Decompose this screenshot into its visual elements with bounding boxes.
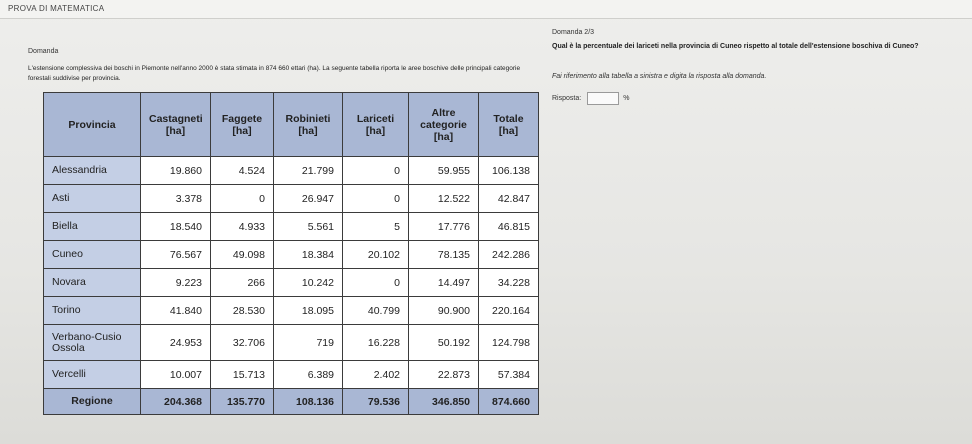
table-header-row	[44, 93, 539, 157]
table-cell: 106.138	[479, 157, 539, 185]
table-cell: 20.102	[343, 241, 409, 269]
province-cell: Novara	[44, 269, 141, 297]
table-cell: 42.847	[479, 185, 539, 213]
table-cell: 204.368	[141, 389, 211, 415]
question-text: Qual è la percentuale dei lariceti nella provincia di Cuneo rispetto al totale dell'estensione boschiva di Cuneo?	[552, 43, 919, 50]
intro-text: L'estensione complessiva dei boschi in Piemonte nell'anno 2000 è stata stimata in 874 660 ettari (ha). La seguente tabella riporta le aree boschive delle principali categorie forestali suddivise per provincia.	[28, 65, 521, 82]
table-cell: 4.933	[211, 213, 274, 241]
header-provincia: Provincia	[44, 93, 141, 157]
table-cell: 90.900	[409, 297, 479, 325]
table-cell: 135.770	[211, 389, 274, 415]
province-cell: Alessandria	[44, 157, 141, 185]
header-robinieti: Robinieti [ha]	[274, 93, 343, 157]
table-cell: 50.192	[409, 325, 479, 361]
table-cell: 346.850	[409, 389, 479, 415]
table-cell: 21.799	[274, 157, 343, 185]
header-lariceti: Lariceti [ha]	[343, 93, 409, 157]
table-cell: 0	[211, 185, 274, 213]
table-cell: 124.798	[479, 325, 539, 361]
table-cell: 28.530	[211, 297, 274, 325]
table-total-row	[44, 389, 539, 415]
table-cell: 49.098	[211, 241, 274, 269]
table-cell: 41.840	[141, 297, 211, 325]
table-cell: 34.228	[479, 269, 539, 297]
province-cell: Asti	[44, 185, 141, 213]
table-cell: 5.561	[274, 213, 343, 241]
percent-unit: %	[623, 95, 630, 102]
table-cell: 6.389	[274, 361, 343, 389]
table-cell: 18.540	[141, 213, 211, 241]
table-row	[44, 269, 539, 297]
table-cell: 0	[343, 185, 409, 213]
table-cell: 3.378	[141, 185, 211, 213]
table-row	[44, 297, 539, 325]
table-cell: 9.223	[141, 269, 211, 297]
table-cell: 4.524	[211, 157, 274, 185]
header-totale: Totale [ha]	[479, 93, 539, 157]
top-bar	[0, 0, 972, 19]
province-cell: Verbano-Cusio Ossola	[44, 325, 141, 361]
table-cell: 14.497	[409, 269, 479, 297]
province-cell: Vercelli	[44, 361, 141, 389]
table-cell: 0	[343, 157, 409, 185]
table-cell: 266	[211, 269, 274, 297]
left-heading: Domanda	[28, 48, 59, 55]
table-cell: 57.384	[479, 361, 539, 389]
hint-text: Fai riferimento alla tabella a sinistra e digita la risposta alla domanda.	[552, 73, 767, 80]
province-cell: Torino	[44, 297, 141, 325]
region-cell: Regione	[44, 389, 141, 415]
answer-label: Risposta:	[552, 95, 582, 102]
table-row	[44, 241, 539, 269]
table-cell: 10.007	[141, 361, 211, 389]
province-cell: Cuneo	[44, 241, 141, 269]
table-cell: 46.815	[479, 213, 539, 241]
table-cell: 76.567	[141, 241, 211, 269]
table-cell: 17.776	[409, 213, 479, 241]
table-cell: 874.660	[479, 389, 539, 415]
table-cell: 40.799	[343, 297, 409, 325]
table-cell: 0	[343, 269, 409, 297]
table-row	[44, 185, 539, 213]
table-cell: 26.947	[274, 185, 343, 213]
table-cell: 5	[343, 213, 409, 241]
table-cell: 18.095	[274, 297, 343, 325]
answer-input[interactable]	[587, 92, 619, 105]
table-cell: 220.164	[479, 297, 539, 325]
table-cell: 19.860	[141, 157, 211, 185]
table-cell: 108.136	[274, 389, 343, 415]
forest-table	[43, 92, 539, 415]
table-row	[44, 213, 539, 241]
table-cell: 10.242	[274, 269, 343, 297]
table-cell: 719	[274, 325, 343, 361]
table-cell: 59.955	[409, 157, 479, 185]
table-row	[44, 361, 539, 389]
table-cell: 16.228	[343, 325, 409, 361]
table-row	[44, 157, 539, 185]
table-cell: 242.286	[479, 241, 539, 269]
table-cell: 32.706	[211, 325, 274, 361]
province-cell: Biella	[44, 213, 141, 241]
table-cell: 79.536	[343, 389, 409, 415]
header-faggete: Faggete [ha]	[211, 93, 274, 157]
table-cell: 22.873	[409, 361, 479, 389]
answer-row	[552, 92, 629, 105]
table-cell: 15.713	[211, 361, 274, 389]
table-cell: 18.384	[274, 241, 343, 269]
table-cell: 78.135	[409, 241, 479, 269]
table-row	[44, 325, 539, 361]
table-cell: 2.402	[343, 361, 409, 389]
table-cell: 24.953	[141, 325, 211, 361]
app-title: PROVA DI MATEMATICA	[8, 4, 105, 13]
question-counter: Domanda 2/3	[552, 29, 595, 36]
header-castagneti: Castagneti [ha]	[141, 93, 211, 157]
header-altre: Altre categorie [ha]	[409, 93, 479, 157]
table-cell: 12.522	[409, 185, 479, 213]
